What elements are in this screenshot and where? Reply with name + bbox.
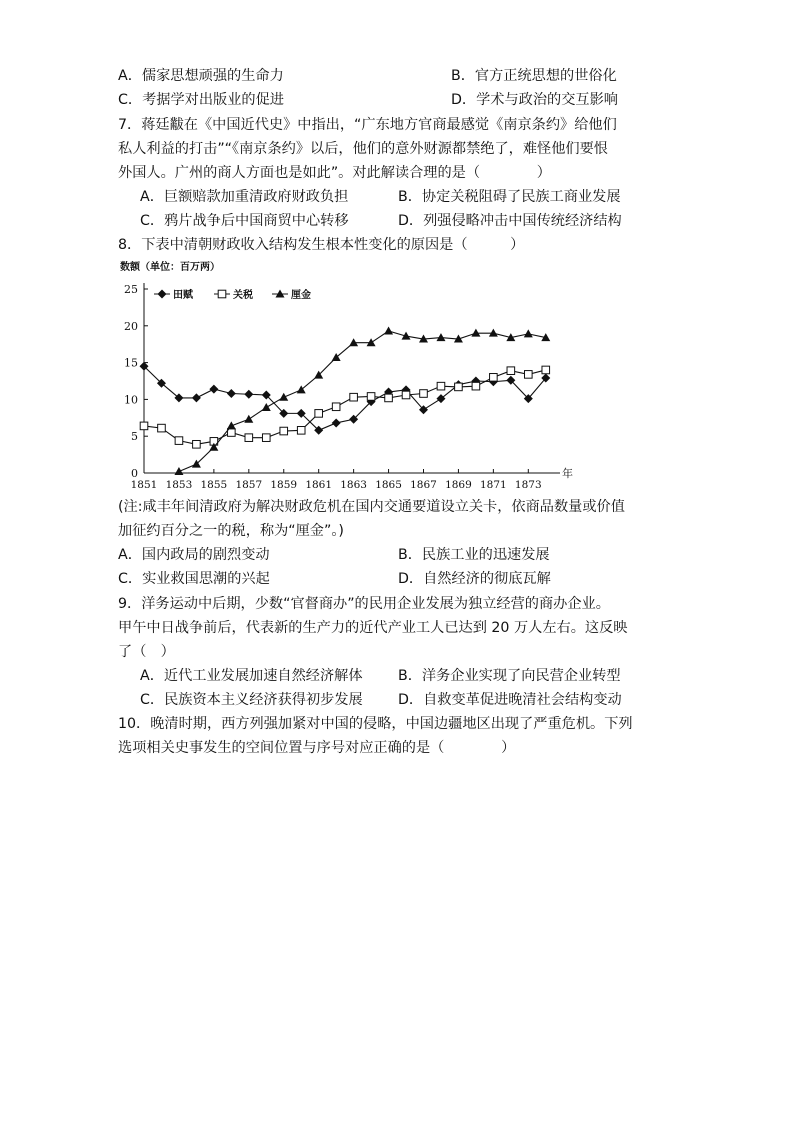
q8-option-c: C．实业救国思潮的兴起 — [118, 571, 270, 587]
data-point-guanshui-1865 — [385, 394, 393, 402]
y-tick-label-15: 15 — [124, 356, 138, 370]
data-point-guanshui-1853 — [175, 437, 183, 445]
q8-option-a: A．国内政局的剧烈变动 — [118, 547, 270, 563]
data-point-guanshui-1861 — [315, 410, 323, 418]
data-point-guanshui-1851 — [140, 422, 148, 430]
q9-option-c: C．民族资本主义经济获得初步发展 — [140, 692, 363, 708]
data-point-guanshui-1866 — [402, 391, 410, 399]
q7-option-c: C．鸦片战争后中国商贸中心转移 — [140, 213, 349, 229]
legend-marker-tianfu — [158, 290, 167, 299]
series-line-tianfu — [144, 366, 546, 430]
q9-stem-line-2: 甲午中日战争前后，代表新的生产力的近代产业工人已达到 20 万人左右。这反映 — [118, 620, 628, 636]
data-point-lijin-1873 — [524, 329, 533, 337]
data-point-guanshui-1872 — [507, 367, 515, 375]
data-point-guanshui-1862 — [332, 403, 340, 411]
data-point-lijin-1865 — [384, 326, 393, 334]
data-point-guanshui-1867 — [420, 390, 428, 398]
data-point-tianfu-1855 — [209, 385, 218, 394]
q9-option-d: D．自救变革促进晚清社会结构变动 — [398, 692, 622, 708]
data-point-tianfu-1857 — [244, 390, 253, 399]
data-point-lijin-1853 — [174, 467, 183, 475]
data-point-guanshui-1868 — [437, 382, 445, 390]
y-tick-label-0: 0 — [131, 467, 138, 480]
data-point-guanshui-1873 — [525, 371, 533, 379]
x-tick-label-1871: 1871 — [479, 479, 507, 490]
data-point-tianfu-1856 — [227, 389, 236, 398]
chart-svg — [118, 258, 578, 490]
q9-option-a: A．近代工业发展加速自然经济解体 — [140, 668, 363, 684]
data-point-guanshui-1852 — [158, 424, 166, 432]
y-tick-label-10: 10 — [124, 393, 138, 407]
y-tick-label-25: 25 — [124, 283, 138, 296]
series-line-guanshui — [144, 370, 546, 444]
legend-marker-guanshui — [218, 290, 226, 298]
data-point-guanshui-1871 — [490, 374, 498, 382]
q9-option-b: B．洋务企业实现了向民营企业转型 — [398, 668, 621, 684]
data-point-guanshui-1860 — [297, 427, 305, 435]
x-tick-label-1851: 1851 — [130, 479, 158, 490]
q7-stem-line-2: 私人利益的打击”“《南京条约》以后，他们的意外财源都禁绝了，难怪他们要恨 — [118, 141, 608, 157]
q8-option-d: D．自然经济的彻底瓦解 — [398, 571, 551, 587]
data-point-guanshui-1870 — [472, 382, 480, 390]
data-point-lijin-1868 — [436, 333, 445, 341]
q10-stem-line-1: 10．晚清时期，西方列强加紧对中国的侵略，中国边疆地区出现了严重危机。下列 — [118, 716, 633, 732]
q10-stem-line-2: 选项相关史事发生的空间位置与序号对应正确的是（ ） — [118, 740, 516, 756]
legend-label-guanshui: 关税 — [233, 290, 253, 301]
data-point-guanshui-1864 — [367, 393, 375, 401]
y-tick-label-5: 5 — [131, 430, 138, 444]
data-point-guanshui-1869 — [455, 383, 463, 391]
q8-note-line-1: (注:咸丰年间清政府为解决财政危机在国内交通要道设立关卡，依商品数量或价值 — [118, 499, 625, 515]
x-tick-label-1873: 1873 — [514, 479, 542, 490]
data-point-lijin-1858 — [262, 403, 271, 411]
q6-option-a: A．儒家思想顽强的生命力 — [118, 68, 284, 84]
q7-option-b: B．协定关税阻碍了民族工商业发展 — [398, 189, 621, 205]
x-tick-label-1869: 1869 — [445, 479, 472, 490]
data-point-guanshui-1874 — [542, 366, 550, 374]
q7-option-a: A．巨额赔款加重清政府财政负担 — [140, 189, 349, 205]
series-line-lijin — [179, 331, 546, 472]
data-point-tianfu-1854 — [192, 393, 201, 402]
x-tick-label-1857: 1857 — [235, 479, 263, 490]
data-point-lijin-1859 — [279, 393, 288, 401]
data-point-guanshui-1859 — [280, 427, 288, 435]
x-tick-label-1855: 1855 — [200, 479, 228, 490]
q6-option-b: B．官方正统思想的世俗化 — [451, 68, 617, 84]
data-point-guanshui-1857 — [245, 434, 253, 442]
q8-note-line-2: 加征约百分之一的税，称为“厘金”。) — [118, 523, 344, 539]
x-tick-label-1863: 1863 — [340, 479, 367, 490]
q8-option-b: B．民族工业的迅速发展 — [398, 547, 550, 563]
data-point-lijin-1857 — [244, 415, 253, 423]
q7-option-d: D．列强侵略冲击中国传统经济结构 — [398, 213, 622, 229]
legend-label-lijin: 厘金 — [291, 290, 311, 301]
data-point-lijin-1856 — [227, 421, 236, 429]
q9-stem-line-3: 了（ ） — [118, 644, 175, 660]
q6-option-d: D．学术与政治的交互影响 — [451, 92, 618, 108]
x-tick-label-1865: 1865 — [375, 479, 402, 490]
q8-stem: 8．下表中清朝财政收入结构发生根本性变化的原因是（ ） — [118, 237, 525, 253]
x-tick-label-1859: 1859 — [270, 479, 298, 490]
q7-stem-line-3: 外国人。广州的商人方面也是如此”。对此解读合理的是（ ） — [118, 165, 551, 181]
data-point-guanshui-1854 — [193, 440, 201, 448]
x-tick-label-1853: 1853 — [165, 479, 193, 490]
x-tick-label-1861: 1861 — [305, 479, 333, 490]
data-point-tianfu-1862 — [332, 418, 341, 427]
data-point-guanshui-1858 — [262, 434, 270, 442]
q9-stem-line-1: 9．洋务运动中后期，少数“官督商办”的民用企业发展为独立经营的商办企业。 — [118, 596, 610, 612]
q6-option-c: C．考据学对出版业的促进 — [118, 92, 284, 108]
fiscal-revenue-chart — [118, 258, 578, 490]
y-axis-label: 数额（单位：百万两） — [120, 262, 220, 273]
legend-label-tianfu: 田赋 — [173, 290, 193, 301]
data-point-guanshui-1863 — [350, 393, 358, 401]
q7-stem-line-1: 7．蒋廷黻在《中国近代史》中指出，“广东地方官商最感觉《南京条约》给他们 — [118, 117, 617, 133]
x-tick-label-1867: 1867 — [410, 479, 437, 490]
x-axis-unit: 年 — [562, 467, 573, 480]
y-tick-label-20: 20 — [124, 319, 138, 333]
